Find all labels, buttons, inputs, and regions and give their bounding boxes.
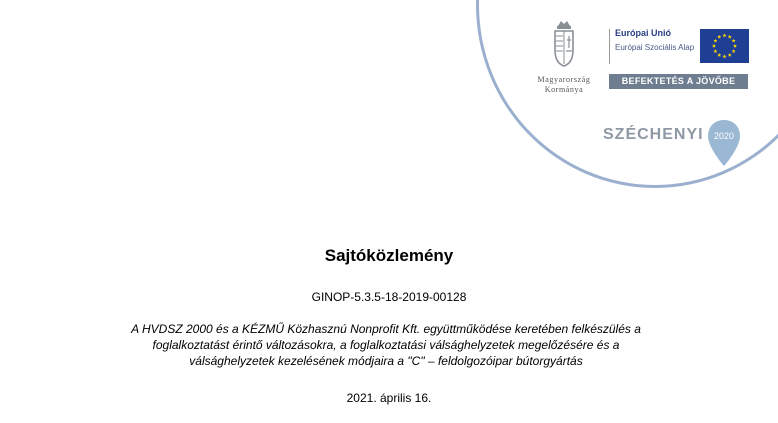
coat-of-arms-icon xyxy=(552,18,576,68)
project-description xyxy=(95,321,677,369)
eu-star-icon xyxy=(713,49,717,53)
eu-subtitle: Európai Szociális Alap xyxy=(615,43,695,52)
eu-star-icon xyxy=(713,39,717,43)
eu-star-icon xyxy=(733,44,737,48)
government-name-line2: Kormánya xyxy=(544,85,584,94)
project-reference: GINOP-5.3.5-18-2019-00128 xyxy=(311,290,467,304)
logo-divider xyxy=(609,29,610,64)
eu-star-icon xyxy=(723,54,727,58)
description-line: A HVDSZ 2000 és a KÉZMŰ Közhasznú Nonprofit Kft. együttműködése keretében felkészülés a xyxy=(131,322,641,336)
eu-star-icon xyxy=(717,53,721,57)
eu-star-icon xyxy=(728,35,732,39)
szechenyi-year: 2020 xyxy=(713,131,735,141)
eu-star-icon xyxy=(712,44,716,48)
government-name-line1: Magyarország xyxy=(537,75,591,84)
description-line: foglalkoztatást érintő változásokra, a foglalkoztatási válsághelyzetek megelőzésére és a xyxy=(152,338,620,352)
eu-star-icon xyxy=(717,35,721,39)
description-line: válsághelyzetek kezelésének módjaira a "C" – feldolgozóipar bútorgyártás xyxy=(189,354,583,368)
invest-banner: BEFEKTETÉS A JÖVŐBE xyxy=(609,74,748,89)
publication-date: 2021. április 16. xyxy=(346,391,432,405)
eu-star-icon xyxy=(723,33,727,37)
government-logo xyxy=(526,18,602,95)
szechenyi-label: SZÉCHENYI xyxy=(603,126,704,143)
page-title: Sajtóközlemény xyxy=(324,246,454,265)
eu-title: Európai Unió xyxy=(615,28,671,38)
eu-star-icon xyxy=(732,39,736,43)
eu-star-icon xyxy=(728,53,732,57)
eu-star-icon xyxy=(732,49,736,53)
szechenyi-pin-icon xyxy=(705,118,743,168)
eu-flag-icon xyxy=(700,29,749,63)
